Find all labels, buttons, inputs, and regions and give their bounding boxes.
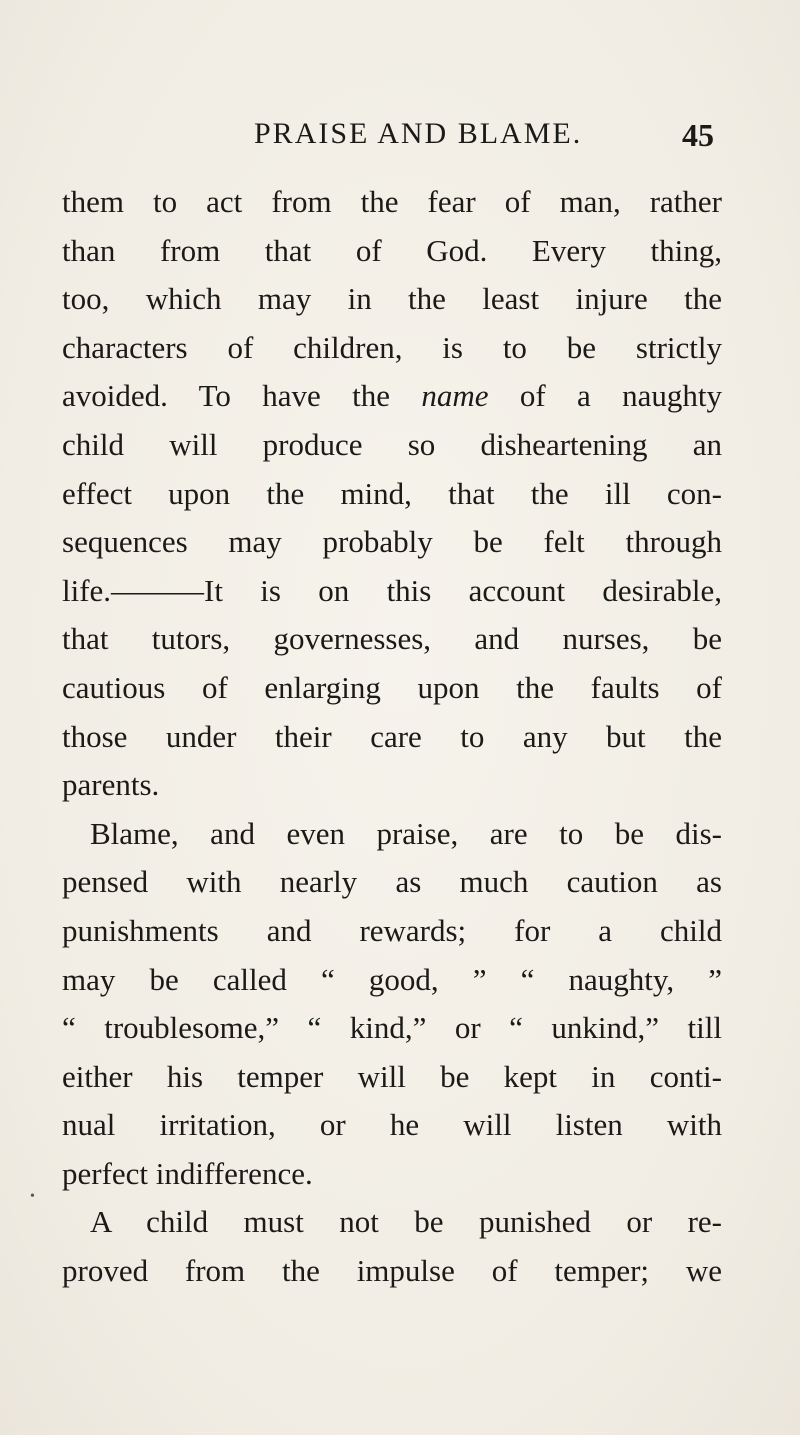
emphasized-word: name bbox=[421, 378, 489, 414]
text-segment: of a naughty bbox=[488, 378, 722, 414]
text-line: characters of children, is to be strictly bbox=[62, 329, 722, 365]
page-number: 45 bbox=[682, 117, 714, 153]
text-line: punishments and rewards; for a child bbox=[62, 912, 722, 948]
text-line: them to act from the fear of man, rather bbox=[62, 184, 722, 219]
text-line: too, which may in the least injure the bbox=[62, 281, 722, 317]
text-line: life.———It is on this account desirable, bbox=[62, 572, 722, 608]
text-line: cautious of enlarging upon the faults of bbox=[62, 669, 722, 705]
text-line: sequences may probably be felt through bbox=[62, 524, 722, 560]
text-line: “ troublesome,” “ kind,” or “ unkind,” till bbox=[62, 1010, 722, 1046]
text-line: perfect indifference. bbox=[62, 1155, 313, 1191]
text-line: child will produce so disheartening an bbox=[62, 426, 722, 462]
text-line: nual irritation, or he will listen with bbox=[62, 1107, 722, 1143]
text-line: either his temper will be kept in conti- bbox=[62, 1058, 722, 1094]
text-line: may be called “ good, ” “ naughty, ” bbox=[62, 961, 722, 997]
text-line: that tutors, governesses, and nurses, be bbox=[62, 621, 722, 657]
running-head bbox=[254, 117, 714, 157]
text-line: than from that of God. Every thing, bbox=[62, 232, 722, 268]
text-line bbox=[62, 372, 722, 421]
stray-ink-mark: • bbox=[30, 1189, 35, 1204]
text-line: Blame, and even praise, are to be dis- bbox=[90, 815, 722, 851]
text-line: effect upon the mind, that the ill con- bbox=[62, 475, 722, 511]
running-title: PRAISE AND BLAME. bbox=[254, 117, 583, 150]
text-line: pensed with nearly as much caution as bbox=[62, 864, 722, 900]
text-line: A child must not be punished or re- bbox=[90, 1204, 722, 1240]
text-line: those under their care to any but the bbox=[62, 718, 722, 754]
text-line: proved from the impulse of temper; we bbox=[62, 1253, 722, 1289]
body-text bbox=[62, 178, 722, 1296]
text-segment: avoided. To have the bbox=[62, 378, 422, 414]
text-line: parents. bbox=[62, 767, 160, 803]
